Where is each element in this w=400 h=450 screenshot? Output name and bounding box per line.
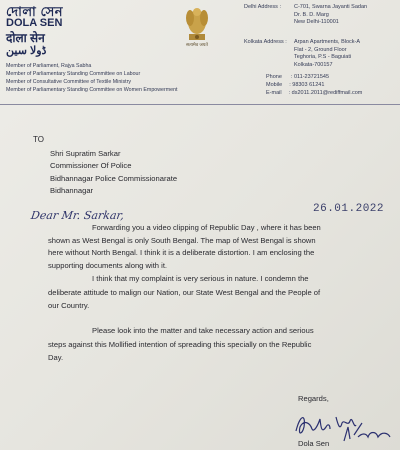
position-item: Member of Parliamentary Standing Committee on Labour [6, 71, 141, 77]
contact-block [266, 73, 362, 97]
position-item: Member of Consultative Committee of Textile Ministry [6, 79, 132, 85]
paragraph-line: our Country. [48, 301, 90, 310]
addressee-line: Shri Supratim Sarkar [50, 149, 121, 158]
address-line: New Delhi-110001 [294, 19, 339, 25]
address-line: Arpan Apartments, Block-A [294, 39, 361, 45]
paragraph-line: here without North Bengal. I think it is a deliberate distortion. I am enclosing the [48, 248, 315, 257]
delhi-address [294, 4, 367, 27]
paragraph-line: deliberate attitude to malign our Nation, our State West Bengal and the People of [48, 288, 321, 297]
addressee-block [50, 148, 177, 198]
address-line: Teghoria, P.S - Baguiati [294, 54, 352, 60]
address-line: Dr. B. D. Marg [294, 11, 329, 18]
handwritten-date: 26.01.2022 [313, 203, 385, 215]
positions-list [6, 62, 178, 94]
paragraph-line: I think that my complaint is very serious in nature. I condemn the [92, 274, 309, 283]
mobile-value: : 98303 61241 [289, 82, 325, 88]
paragraph-line: Please look into the matter and take necessary action and serious [92, 326, 314, 335]
address-line: Flat - 2, Ground Floor [294, 46, 347, 53]
name-bengali: দোলা সেন [6, 4, 64, 19]
addressee-line: Bidhannagar [50, 186, 94, 196]
closing-text: Regards, [298, 394, 329, 403]
addressee-line: Commissioner Of Police [50, 161, 132, 171]
delhi-address-label: Delhi Address : [244, 4, 281, 10]
mobile-label: Mobile [266, 82, 283, 88]
email-label: E-mail [266, 90, 282, 96]
name-english: DOLA SEN [6, 17, 63, 29]
paragraph-line: Forwarding you a video clipping of Republic Day , where it has been [92, 223, 321, 232]
signer-name: Dola Sen [298, 439, 330, 448]
email-value: : ds2011.2011@rediffmail.com [288, 90, 363, 96]
handwritten-signature [292, 405, 398, 443]
kolkata-address [294, 39, 360, 69]
phone-label: Phone [266, 74, 282, 80]
paragraph-line: steps against this Mollified intention of spreading this specially on the Republic [48, 340, 312, 349]
paragraph-line: Day. [48, 353, 64, 362]
kolkata-address-label: Kolkata Address : [244, 39, 287, 45]
handwritten-salutation: Dear Mr. Sarkar, [30, 209, 125, 222]
address-line: C-701, Swarna Jayanti Sadan [294, 4, 368, 10]
phone-value: : 011-23721545 [290, 74, 330, 80]
letterhead-divider [0, 104, 400, 105]
address-line: Kolkata-700157 [294, 61, 333, 68]
paragraph-line: shown as West Bengal is only South Bengal. The map of West Bengal is shown [48, 236, 316, 245]
position-item: Member of Parliamentary Standing Committee on Women Empowerment [6, 87, 178, 93]
paragraph-line: supporting documents along with it. [48, 261, 168, 270]
position-item: Member of Parliament, Rajya Sabha [6, 63, 92, 69]
name-hindi: दोला सेन [6, 31, 45, 45]
to-label: TO [33, 135, 44, 144]
name-urdu: ڈولا سین [6, 45, 47, 57]
emblem-caption: सत्यमेव जयते [186, 42, 208, 47]
addressee-line: Bidhannagar Police Commissionarate [50, 173, 178, 183]
